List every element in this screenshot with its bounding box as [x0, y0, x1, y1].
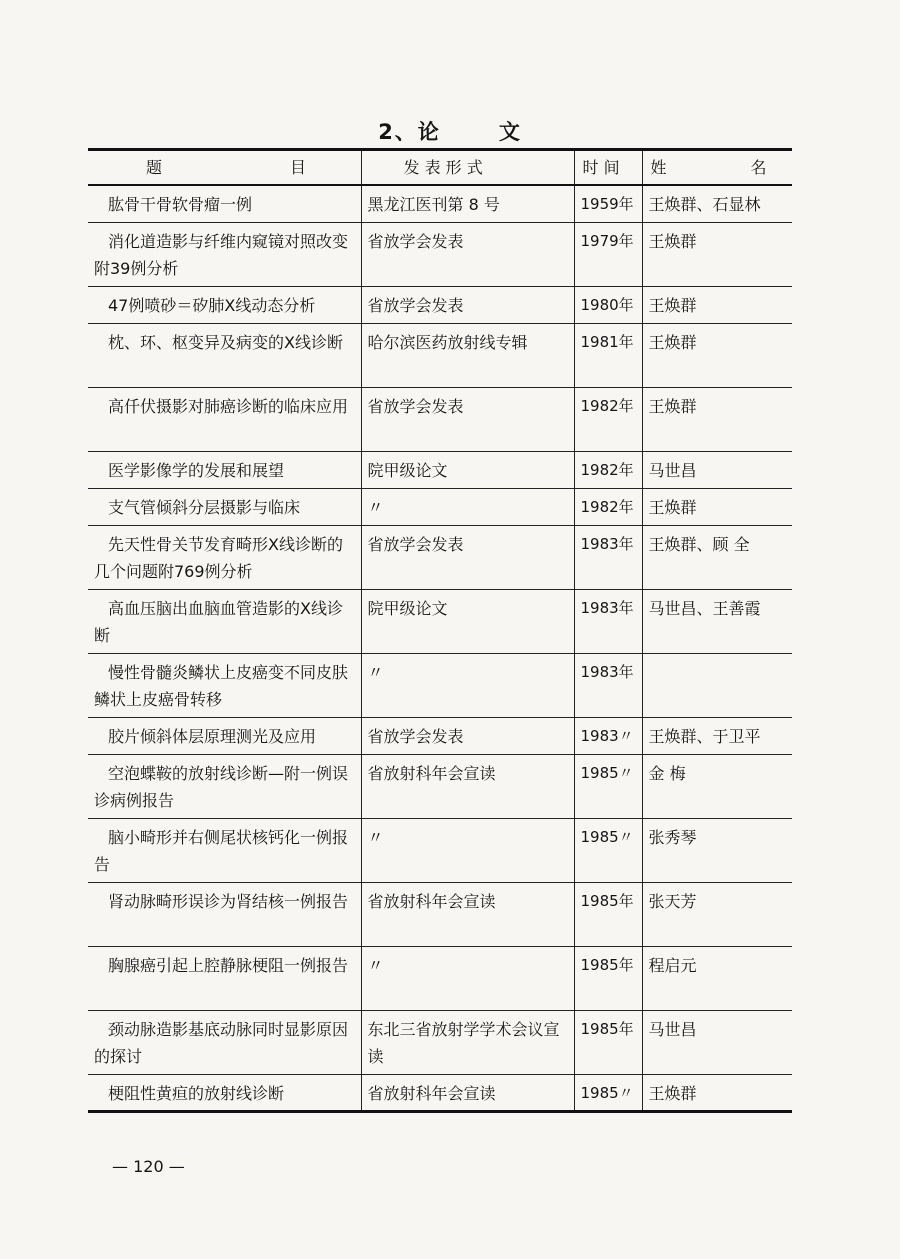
- table-row: [88, 882, 792, 946]
- section-title-number: 2、论: [378, 120, 441, 144]
- table-row: [88, 323, 792, 387]
- paper-title-cell: 支气管倾斜分层摄影与临床: [108, 497, 301, 517]
- year-cell: 1982年: [574, 488, 642, 525]
- author-names-cell: 程启元: [642, 946, 792, 1010]
- page-number: — 120 —: [112, 1157, 185, 1176]
- paper-title-cell: 肱骨干骨软骨瘤一例: [108, 195, 253, 214]
- year-cell: 1959年: [574, 185, 642, 222]
- table-row: [88, 754, 792, 818]
- publication-form-cell: 省放学会发表: [361, 387, 574, 451]
- table-row: [88, 451, 792, 488]
- publication-form-cell: 院甲级论文: [361, 589, 574, 653]
- author-names-cell: 张天芳: [642, 882, 792, 946]
- author-names-cell: 王焕群、石显林: [642, 185, 792, 222]
- year-cell: 1985〃: [574, 754, 642, 818]
- header-form: 发 表 形 式: [361, 150, 574, 186]
- paper-title-cell: 医学影像学的发展和展望: [108, 460, 285, 480]
- table-row: [88, 1074, 792, 1111]
- year-cell: 1985〃: [574, 1074, 642, 1111]
- author-names-cell: 王焕群: [642, 387, 792, 451]
- section-title: [0, 116, 900, 146]
- author-names-cell: [642, 653, 792, 717]
- author-names-cell: 王焕群: [642, 286, 792, 323]
- publication-form-cell: 〃: [361, 818, 574, 882]
- header-name-a: 姓: [650, 158, 667, 177]
- author-names-cell: 王焕群: [642, 1074, 792, 1111]
- year-cell: 1983年: [574, 589, 642, 653]
- table-row: [88, 589, 792, 653]
- header-names: [642, 150, 792, 186]
- papers-table: [88, 148, 792, 1113]
- table-row: [88, 185, 792, 222]
- paper-title-cell: 枕、环、枢变异及病变的X线诊断: [108, 332, 343, 352]
- paper-title-cell: 高仟伏摄影对肺癌诊断的临床应用: [108, 396, 349, 416]
- paper-title-cell: 先天性骨关节发育畸形X线诊断的几个问题附769例分析: [94, 534, 343, 581]
- header-title-b: 目: [290, 158, 307, 177]
- publication-form-cell: 哈尔滨医药放射线专辑: [361, 323, 574, 387]
- author-names-cell: 王焕群: [642, 488, 792, 525]
- header-name-b: 名: [750, 158, 767, 177]
- publication-form-cell: 省放学会发表: [361, 525, 574, 589]
- publication-form-cell: 省放射科年会宣读: [361, 1074, 574, 1111]
- header-title: [88, 150, 361, 186]
- paper-title-cell: 胸腺癌引起上腔静脉梗阻一例报告: [108, 955, 349, 975]
- year-cell: 1981年: [574, 323, 642, 387]
- author-names-cell: 马世昌: [642, 451, 792, 488]
- publication-form-cell: 〃: [361, 488, 574, 525]
- publication-form-cell: 省放学会发表: [361, 222, 574, 286]
- year-cell: 1982年: [574, 387, 642, 451]
- year-cell: 1983〃: [574, 717, 642, 754]
- year-cell: 1985年: [574, 1010, 642, 1074]
- author-names-cell: 王焕群: [642, 222, 792, 286]
- paper-title-cell: 消化道造影与纤维内窥镜对照改变附39例分析: [94, 231, 349, 278]
- table-row: [88, 525, 792, 589]
- header-year: 时 间: [574, 150, 642, 186]
- publication-form-cell: 东北三省放射学学术会议宣读: [361, 1010, 574, 1074]
- table-row: [88, 387, 792, 451]
- table-header-row: [88, 150, 792, 186]
- table-row: [88, 653, 792, 717]
- year-cell: 1985〃: [574, 818, 642, 882]
- paper-title-cell: 脑小畸形并右侧尾状核钙化一例报告: [94, 827, 349, 874]
- year-cell: 1983年: [574, 653, 642, 717]
- publication-form-cell: 〃: [361, 653, 574, 717]
- publication-form-cell: 省放学会发表: [361, 286, 574, 323]
- publication-form-cell: 黑龙江医刊第 8 号: [361, 185, 574, 222]
- year-cell: 1985年: [574, 946, 642, 1010]
- section-title-word: 文: [498, 120, 522, 144]
- year-cell: 1982年: [574, 451, 642, 488]
- author-names-cell: 张秀琴: [642, 818, 792, 882]
- table-row: [88, 222, 792, 286]
- table-row: [88, 717, 792, 754]
- table-row: [88, 818, 792, 882]
- publication-form-cell: 〃: [361, 946, 574, 1010]
- author-names-cell: 马世昌: [642, 1010, 792, 1074]
- author-names-cell: 王焕群、于卫平: [642, 717, 792, 754]
- table-row: [88, 488, 792, 525]
- paper-title-cell: 高血压脑出血脑血管造影的X线诊断: [94, 598, 343, 645]
- author-names-cell: 王焕群、顾 全: [642, 525, 792, 589]
- year-cell: 1983年: [574, 525, 642, 589]
- author-names-cell: 马世昌、王善霞: [642, 589, 792, 653]
- header-title-a: 题: [146, 158, 163, 177]
- paper-title-cell: 慢性骨髓炎鳞状上皮癌变不同皮肤鳞状上皮癌骨转移: [94, 662, 349, 709]
- paper-title-cell: 颈动脉造影基底动脉同时显影原因的探讨: [94, 1019, 349, 1066]
- author-names-cell: 王焕群: [642, 323, 792, 387]
- paper-title-cell: 空泡蝶鞍的放射线诊断—附一例误诊病例报告: [94, 763, 349, 810]
- year-cell: 1979年: [574, 222, 642, 286]
- publication-form-cell: 省放学会发表: [361, 717, 574, 754]
- table-row: [88, 946, 792, 1010]
- paper-title-cell: 肾动脉畸形误诊为肾结核一例报告: [108, 891, 349, 911]
- publication-form-cell: 院甲级论文: [361, 451, 574, 488]
- publication-form-cell: 省放射科年会宣读: [361, 882, 574, 946]
- publication-form-cell: 省放射科年会宣读: [361, 754, 574, 818]
- author-names-cell: 金 梅: [642, 754, 792, 818]
- table-row: [88, 1010, 792, 1074]
- year-cell: 1980年: [574, 286, 642, 323]
- paper-title-cell: 胶片倾斜体层原理测光及应用: [108, 726, 317, 746]
- table-row: [88, 286, 792, 323]
- paper-title-cell: 47例喷砂＝矽肺X线动态分析: [108, 295, 316, 315]
- year-cell: 1985年: [574, 882, 642, 946]
- paper-title-cell: 梗阻性黄疸的放射线诊断: [108, 1083, 285, 1103]
